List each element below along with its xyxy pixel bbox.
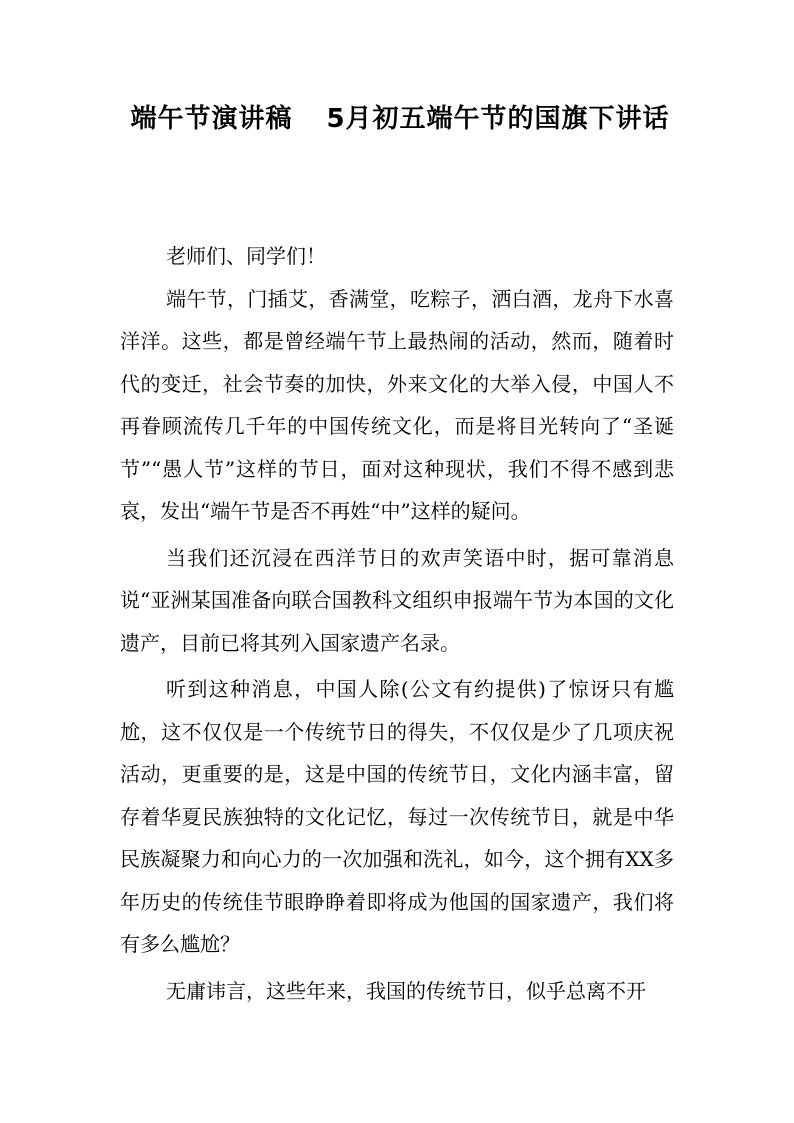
title-part-1: 端午节演讲稿	[130, 104, 293, 134]
paragraph-4: 无庸讳言，这些年来，我国的传统节日，似乎总离不开	[166, 978, 646, 1003]
paragraph-2: 当我们还沉浸在西洋节日的欢声笑语中时，据可靠消息说“亚洲某国准备向联合国教科文组织申报端午节为本国的文化遗产，目前已将其列入国家遗产名录。	[120, 545, 674, 655]
paragraph-3: 听到这种消息，中国人除(公文有约提供)了惊讶只有尴尬，这不仅仅是一个传统节日的得失，不仅仅是少了几项庆祝活动，更重要的是，这是中国的传统节日，文化内涵丰富，留存着华夏民族独特的文化记忆，每过一次传统节日，就是中华民族凝聚力和向心力的一次加强和洗礼，如今，这个拥有XX多年历史的传统佳节眼睁睁着即将成为他国的国家遗产，我们将有多么尴尬？	[120, 677, 674, 956]
document-title	[120, 98, 680, 140]
title-part-2: 5月初五端午节的国旗下讲话	[326, 104, 670, 134]
salutation: 老师们、同学们！	[166, 244, 326, 268]
document-body	[120, 235, 674, 1012]
paragraph-1: 端午节，门插艾，香满堂，吃粽子，洒白酒，龙舟下水喜洋洋。这些，都是曾经端午节上最热闹的活动，然而，随着时代的变迁，社会节奏的加快，外来文化的大举入侵，中国人不再眷顾流传几千年的中国传统文化，而是将目光转向了“圣诞节”“愚人节”这样的节日，面对这种现状，我们不得不感到悲哀，发出“端午节是否不再姓“中”这样的疑问。	[120, 286, 674, 523]
